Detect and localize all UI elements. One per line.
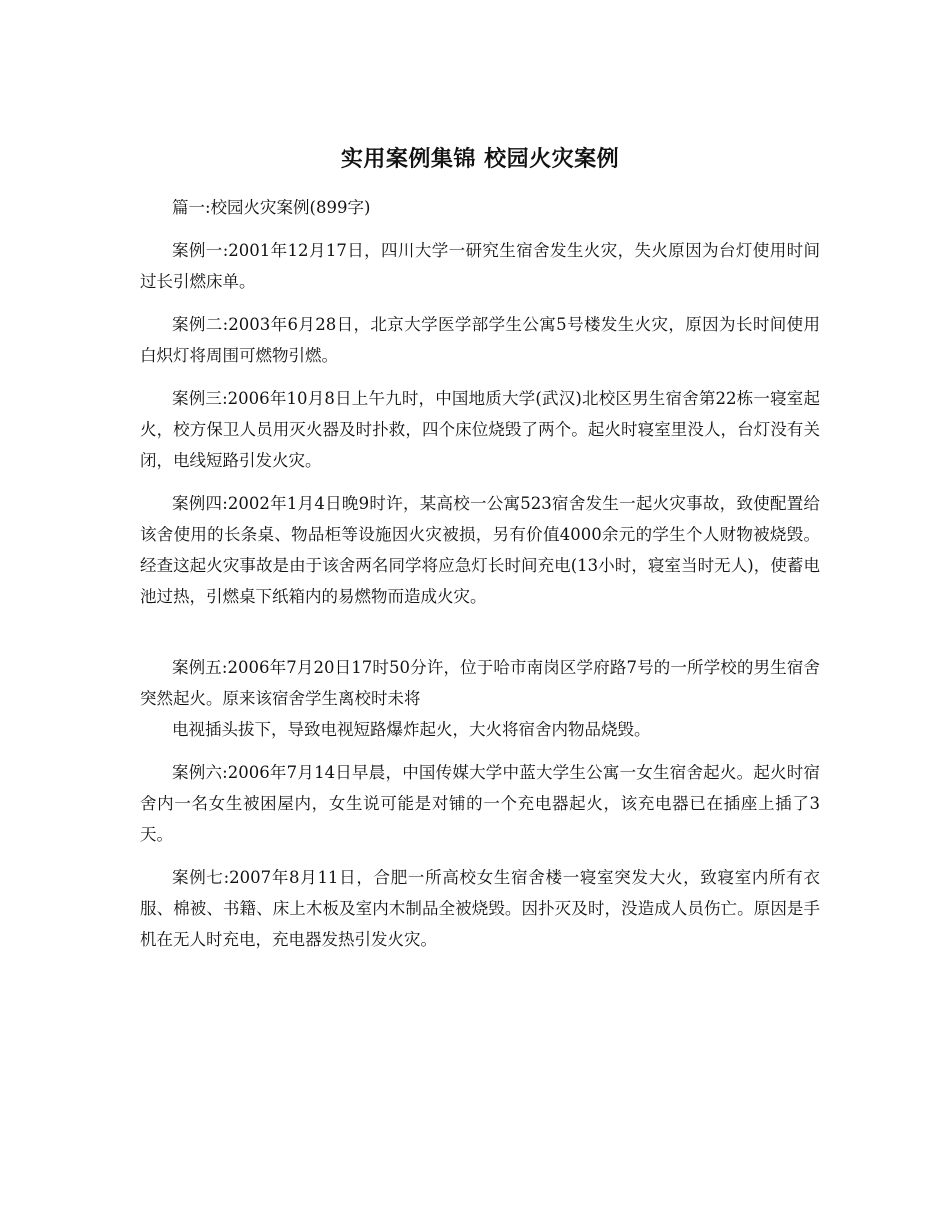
case-paragraph-1: 案例一:2001年12月17日，四川大学一研究生宿舍发生火灾，失火原因为台灯使用时间过长引燃床单。 <box>140 241 820 291</box>
case-paragraph-6: 案例六:2006年7月14日早晨，中国传媒大学中蓝大学生公寓一女生宿舍起火。起火时宿舍内一名女生被困屋内，女生说可能是对铺的一个充电器起火，该充电器已在插座上插了3天。 <box>140 763 820 844</box>
section-heading: 篇一:校园火灾案例(899字) <box>172 198 371 217</box>
document-title: 实用案例集锦 校园火灾案例 <box>340 146 620 172</box>
case-paragraph-5-continued: 电视插头拔下，导致电视短路爆炸起火，大火将宿舍内物品烧毁。 <box>172 720 651 739</box>
case-paragraph-2: 案例二:2003年6月28日，北京大学医学部学生公寓5号楼发生火灾，原因为长时间使用白炽灯将周围可燃物引燃。 <box>140 315 820 365</box>
case-paragraph-3: 案例三:2006年10月8日上午九时，中国地质大学(武汉)北校区男生宿舍第22栋一寝室起火，校方保卫人员用灭火器及时扑救，四个床位烧毁了两个。起火时寝室里没人，台灯没有关闭，电线短路引发火灾。 <box>140 389 820 470</box>
case-paragraph-4: 案例四:2002年1月4日晚9时许，某高校一公寓523宿舍发生一起火灾事故，致使配置给该舍使用的长条桌、物品柜等设施因火灾被损，另有价值4000余元的学生个人财物被烧毁。经查这起火灾事故是由于该舍两名同学将应急灯长时间充电(13小时，寝室当时无人)，使蓄电池过热，引燃桌下纸箱内的易燃物而造成火灾。 <box>140 494 820 606</box>
case-paragraph-7: 案例七:2007年8月11日，合肥一所高校女生宿舍楼一寝室突发大火，致寝室内所有衣服、棉被、书籍、床上木板及室内木制品全被烧毁。因扑灭及时，没造成人员伤亡。原因是手机在无人时充电，充电器发热引发火灾。 <box>140 868 820 949</box>
case-paragraph-5: 案例五:2006年7月20日17时50分许，位于哈市南岗区学府路7号的一所学校的男生宿舍突然起火。原来该宿舍学生离校时未将 <box>140 658 820 708</box>
